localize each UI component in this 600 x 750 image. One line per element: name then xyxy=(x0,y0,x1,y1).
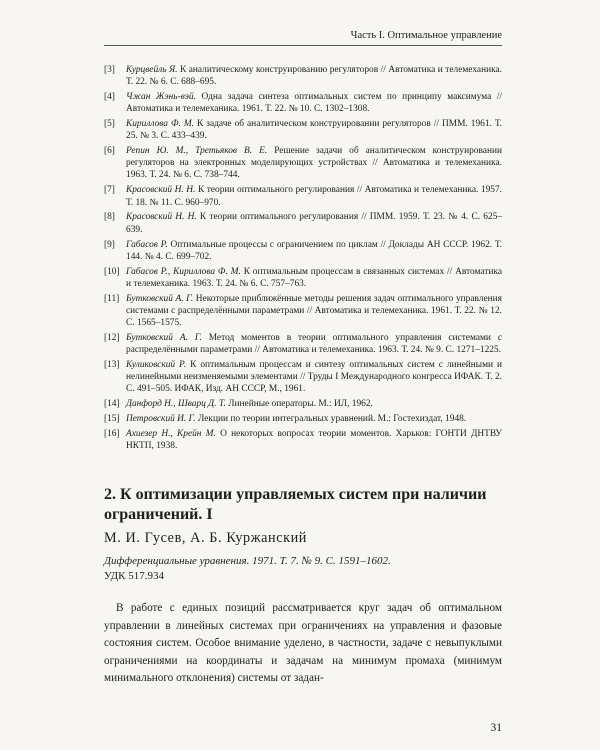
reference-text xyxy=(126,145,502,181)
reference-text xyxy=(126,64,502,88)
reference-item xyxy=(104,428,502,452)
reference-authors: Куликовский Р. xyxy=(126,359,187,370)
reference-authors: Репин Ю. М., Третьяков В. Е. xyxy=(126,146,268,157)
reference-citation: Лекции по теории интегральных уравнений. М.: Гостехиздат, 1948. xyxy=(197,414,467,425)
reference-number: [4] xyxy=(104,92,115,103)
reference-number: [7] xyxy=(104,185,115,196)
reference-item xyxy=(104,359,502,395)
reference-item xyxy=(104,266,502,290)
reference-item xyxy=(104,64,502,88)
reference-text xyxy=(126,413,502,425)
reference-number: [15] xyxy=(104,414,120,425)
running-title: Часть I. Оптимальное управление xyxy=(350,30,502,41)
reference-text xyxy=(126,398,502,410)
reference-citation: К оптимальным процессам и синтезу оптимальных систем с линейными и нелинейными неизменяемыми элементами // Труды I Международного конгресса ИФАК. Т. 2. С. 491–505. ИФАК, Изд. АН СССР, М., 1961. xyxy=(126,359,502,395)
reference-citation: Одна задача синтеза оптимальных систем по принципу максимума // Автоматика и телемеханика. 1961. Т. 22. № 10. С. 1302–1308. xyxy=(126,92,503,115)
reference-text xyxy=(126,184,502,208)
reference-item xyxy=(104,145,502,181)
reference-number: [16] xyxy=(104,429,120,440)
reference-text xyxy=(126,118,502,142)
reference-number: [9] xyxy=(104,239,115,250)
reference-authors: Данфорд Н., Шварц Д. Т. xyxy=(126,399,226,410)
reference-authors: Бутковский А. Г. xyxy=(126,332,202,343)
body-paragraph: В работе с единых позиций рассматривается круг задач об оптимальном управлении в линейных системах при ограничениях на управления и фазовые состояния систем. Особое внимание уделено, в частности, задаче с невыпуклыми ограничениями на координаты и задачам на минимум промаха (минимум минимального отклонения) системы от задан- xyxy=(104,602,502,685)
article-authors: М. И. Гусев, А. Б. Куржанский xyxy=(104,530,307,546)
udk-code: УДК 517.934 xyxy=(104,570,165,582)
running-header xyxy=(104,30,502,46)
reference-authors: Кириллова Ф. М. xyxy=(126,119,194,130)
reference-item xyxy=(104,332,502,356)
reference-text xyxy=(126,91,502,115)
reference-number: [10] xyxy=(104,266,120,277)
reference-citation: Линейные операторы. М.: ИЛ, 1962. xyxy=(228,399,373,410)
reference-citation: О некоторых вопросах теории моментов. Харьков: ГОНТИ ДНТВУ НКТП, 1938. xyxy=(126,429,503,452)
reference-citation: Метод моментов в теории оптимального управления системами с распределёнными параметрами // Автоматика и телемеханика. 1963. Т. 24. № 9. С. 1271–1225. xyxy=(126,332,503,355)
section-title: 2. К оптимизации управляемых систем при наличии ограничений. I xyxy=(104,486,487,523)
reference-number: [8] xyxy=(104,212,115,223)
reference-number: [13] xyxy=(104,359,120,370)
reference-list xyxy=(104,64,502,455)
reference-text xyxy=(126,211,502,235)
publication-source: Дифференциальные уравнения. 1971. Т. 7. № 9. С. 1591–1602. xyxy=(104,555,391,567)
reference-text xyxy=(126,239,502,263)
reference-authors: Габасов Р. xyxy=(126,239,168,250)
reference-item xyxy=(104,398,502,410)
reference-number: [12] xyxy=(104,332,120,343)
reference-number: [14] xyxy=(104,399,120,410)
reference-item xyxy=(104,91,502,115)
reference-citation: К аналитическому конструированию регуляторов // Автоматика и телемеханика. Т. 22. № 6. С. 688–695. xyxy=(126,65,503,88)
reference-citation: Решение задачи об аналитическом конструировании регуляторов на электронных моделирующих устройствах // Автоматика и телемеханика. 1963. Т. 24. № 6. С. 738–744. xyxy=(126,146,502,181)
reference-text xyxy=(126,332,502,356)
reference-authors: Ахиезер Н., Крейн М. xyxy=(126,429,216,440)
reference-text xyxy=(126,266,502,290)
reference-authors: Чжан Жэнь-вэй. xyxy=(126,92,196,103)
reference-item xyxy=(104,184,502,208)
reference-text xyxy=(126,359,502,395)
reference-item xyxy=(104,118,502,142)
reference-item xyxy=(104,239,502,263)
reference-citation: К теории оптимального регулирования // ПММ. 1959. Т. 23. № 4. С. 625–639. xyxy=(126,212,503,235)
reference-citation: К задаче об аналитическом конструировании регуляторов // ПММ. 1961. Т. 25. № 3. С. 433–439. xyxy=(126,119,503,142)
reference-item xyxy=(104,413,502,425)
reference-authors: Габасов Р., Кириллова Ф. М. xyxy=(126,266,241,277)
reference-authors: Курцвейль Я. xyxy=(126,65,178,75)
reference-item xyxy=(104,293,502,329)
reference-citation: К оптимальным процессам в связанных системах // Автоматика и телемеханика. 1963. Т. 24. № 6. С. 757–763. xyxy=(126,266,502,289)
reference-number: [11] xyxy=(104,293,120,304)
reference-citation: Некоторые приближённые методы решения задач оптимального управления системами с распределёнными параметрами // Автоматика и телемеханика. 1961. Т. 22. № 12. С. 1565–1575. xyxy=(126,293,502,328)
reference-number: [3] xyxy=(104,65,115,75)
reference-text xyxy=(126,428,502,452)
reference-authors: Красовский Н. Н. xyxy=(126,212,197,223)
reference-authors: Бутковский А. Г. xyxy=(126,293,194,304)
reference-authors: Красовский Н. Н. xyxy=(126,185,196,196)
page-number: 31 xyxy=(490,722,502,734)
reference-text xyxy=(126,293,502,329)
reference-authors: Петровский И. Г. xyxy=(126,414,196,425)
reference-item xyxy=(104,211,502,235)
reference-number: [6] xyxy=(104,146,115,157)
reference-citation: К теории оптимального регулирования // Автоматика и телемеханика. 1957. Т. 18. № 11. С. 960–970. xyxy=(126,185,503,208)
reference-number: [5] xyxy=(104,119,115,130)
reference-citation: Оптимальные процессы с ограничением по циклам // Доклады АН СССР. 1962. Т. 144. № 4. С. 699–702. xyxy=(126,239,502,262)
